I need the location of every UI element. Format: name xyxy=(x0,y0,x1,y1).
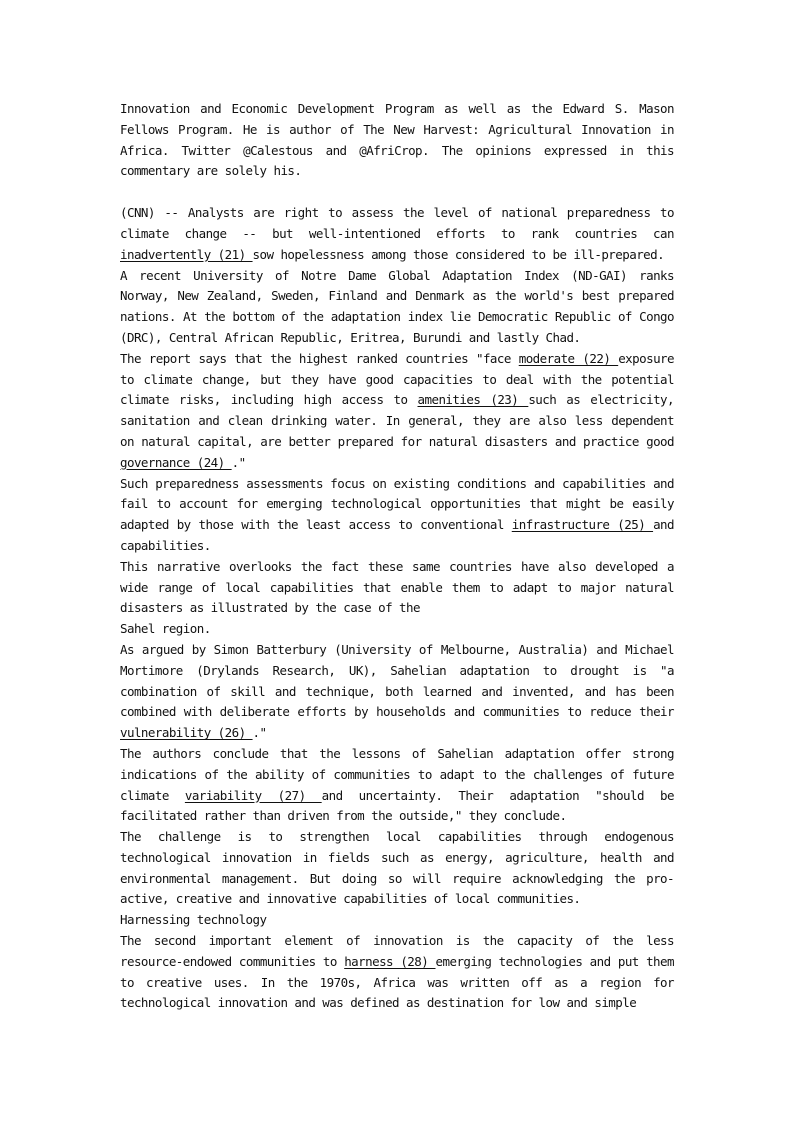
text: emerging technologies and put them to creative uses. In the 1970s, Africa was written off as a region for technological innovation and was defined as destination for low and simple xyxy=(120,953,674,1011)
document-page xyxy=(120,99,674,1014)
blank-21: inadvertently (21) xyxy=(120,246,253,262)
paragraph-narrative: This narrative overlooks the fact these same countries have also developed a wide range of local capabilities that enable them to adapt to major natural disasters as illustrated by the case of the xyxy=(120,558,674,616)
paragraph-preparedness xyxy=(120,474,674,557)
blank-22: moderate (22) xyxy=(518,350,619,366)
text: The report says that the highest ranked countries "face xyxy=(120,350,519,366)
paragraph-batterbury xyxy=(120,640,674,744)
paragraph-authors xyxy=(120,744,674,827)
text: The second important element of innovation is the capacity of the less resource-endowed communities to xyxy=(120,933,674,969)
paragraph-cnn xyxy=(120,203,674,265)
text: ." xyxy=(252,725,267,741)
paragraph-challenge: The challenge is to strengthen local capabilities through endogenous technological innovation in fields such as energy, agriculture, health and environmental management. But doing so will require acknowledging the pro-active, creative and innovative capabilities of local communities. xyxy=(120,829,674,907)
text: Such preparedness assessments focus on existing conditions and capabilities and fail to account for emerging technological opportunities that might be easily adapted by those with the least access to conventional xyxy=(120,475,674,533)
text: and uncertainty. Their adaptation "should be facilitated rather than driven from the outside," they conclude. xyxy=(120,787,674,824)
intro-paragraph: Innovation and Economic Development Program as well as the Edward S. Mason Fellows Program. He is author of The New Harvest: Agricultural Innovation in Africa. Twitter @Calestous and @AfriCrop. The opinions expressed in this commentary are solely his. xyxy=(120,101,674,179)
text: and capabilities. xyxy=(120,517,674,553)
text: such as electricity, sanitation and clean drinking water. In general, they are also less dependent on natural capital, are better prepared for natural disasters and practice good xyxy=(120,392,675,449)
text: The authors conclude that the lessons of Sahelian adaptation offer strong indications of the ability of communities to adapt to the challenges of future climate xyxy=(120,745,674,803)
blank-24: governance (24) xyxy=(120,454,232,470)
text: exposure to climate change, but they have good capacities to deal with the potential climate risks, including high access to xyxy=(120,350,674,408)
text: (CNN) -- Analysts are right to assess the level of national preparedness to climate change -- but well-intentioned efforts to rank countries can xyxy=(120,205,674,241)
paragraph-sahel: Sahel region. xyxy=(120,621,211,637)
paragraph-gap xyxy=(120,182,674,203)
text: ." xyxy=(231,454,246,470)
blank-27: variability (27) xyxy=(184,787,322,803)
text: As argued by Simon Batterbury (University of Melbourne, Australia) and Michael Mortimore (Drylands Research, UK), Sahelian adaptation to drought is "a combination of skill and technique, both learned and invented, and has been combined with deliberate efforts by households and communities to reduce their xyxy=(120,641,674,720)
section-heading: Harnessing technology xyxy=(120,912,267,928)
paragraph-ndgai: A recent University of Notre Dame Global Adaptation Index (ND-GAI) ranks Norway, New Zealand, Sweden, Finland and Denmark as the world's best prepared nations. At the bottom of the adaptation index lie Democratic Republic of Congo (DRC), Central African Republic, Eritrea, Burundi and lastly Chad. xyxy=(120,267,674,345)
blank-26: vulnerability (26) xyxy=(120,725,253,741)
blank-23: amenities (23) xyxy=(417,392,529,408)
text: sow hopelessness among those considered to be ill-prepared. xyxy=(252,246,665,262)
paragraph-second-element xyxy=(120,931,674,1014)
paragraph-report xyxy=(120,349,674,474)
blank-28: harness (28) xyxy=(344,953,436,969)
blank-25: infrastructure (25) xyxy=(511,517,654,533)
